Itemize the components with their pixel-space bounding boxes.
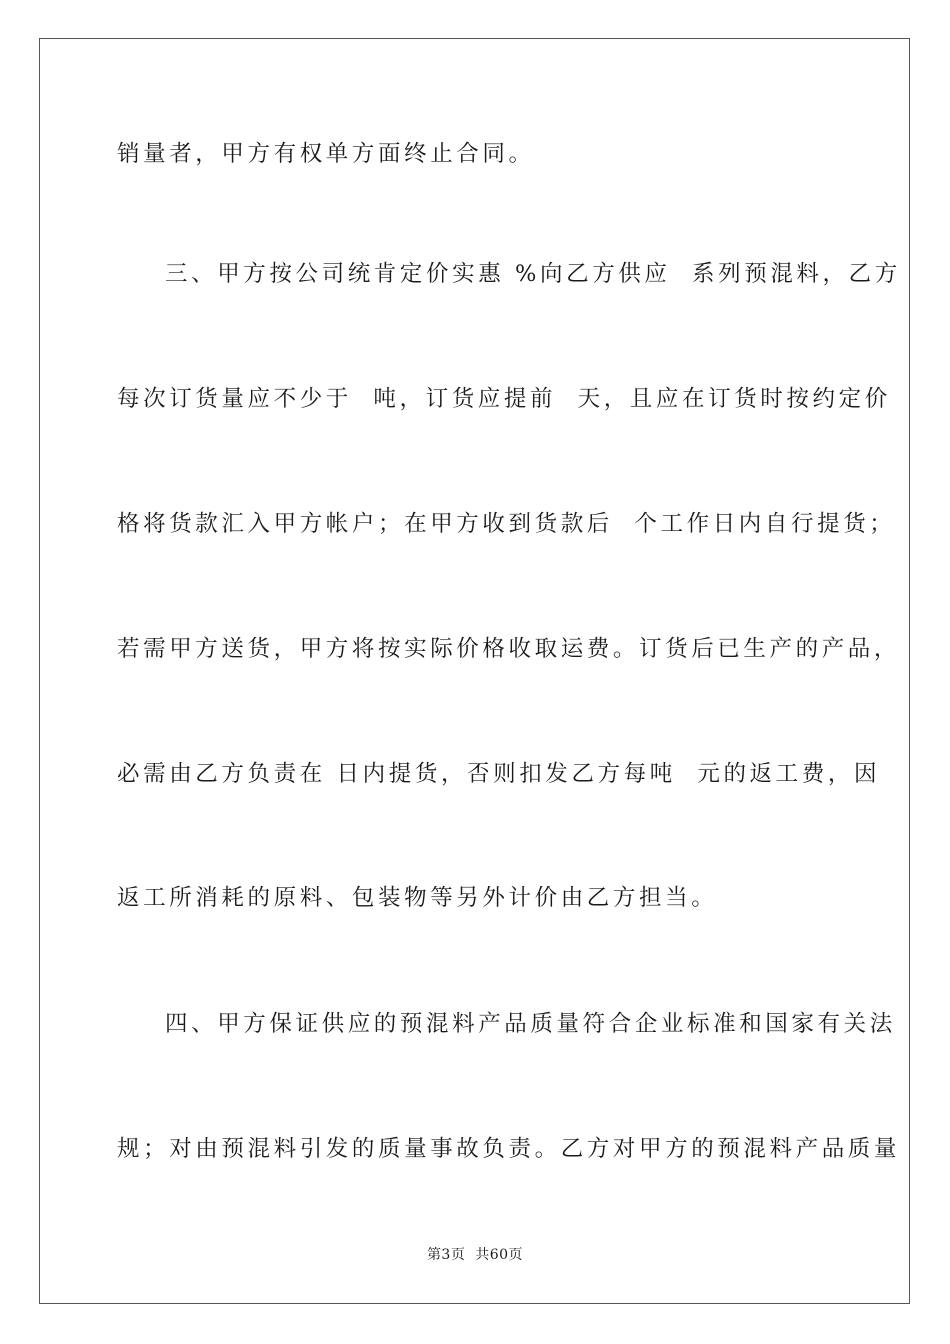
paragraph-line: 若需甲方送货，甲方将按实际价格收取运费。订货后已生产的产品， — [117, 636, 901, 662]
paragraph-line: 必需由乙方负责在 日内提货，否则扣发乙方每吨 元的返工费，因 — [117, 761, 881, 787]
paragraph-line: 每次订货量应不少于 吨，订货应提前 天，且应在订货时按约定价 — [117, 386, 891, 412]
page-number-footer: 第3页 共60页 — [426, 1247, 524, 1263]
paragraph-line: 销量者，甲方有权单方面终止合同。 — [117, 141, 535, 167]
paragraph-line: 四、甲方保证供应的预混料产品质量符合企业标准和国家有关法 — [165, 1011, 896, 1037]
paragraph-line: 三、甲方按公司统肯定价实惠 %向乙方供应 系列预混料，乙方 — [165, 261, 901, 287]
paragraph-line: 返工所消耗的原料、包装物等另外计价由乙方担当。 — [117, 885, 718, 911]
paragraph-line: 规；对由预混料引发的质量事故负责。乙方对甲方的预混料产品质量 — [117, 1136, 901, 1162]
paragraph-line: 格将货款汇入甲方帐户；在甲方收到货款后 个工作日内自行提货； — [117, 511, 896, 537]
page-border — [39, 38, 910, 1304]
